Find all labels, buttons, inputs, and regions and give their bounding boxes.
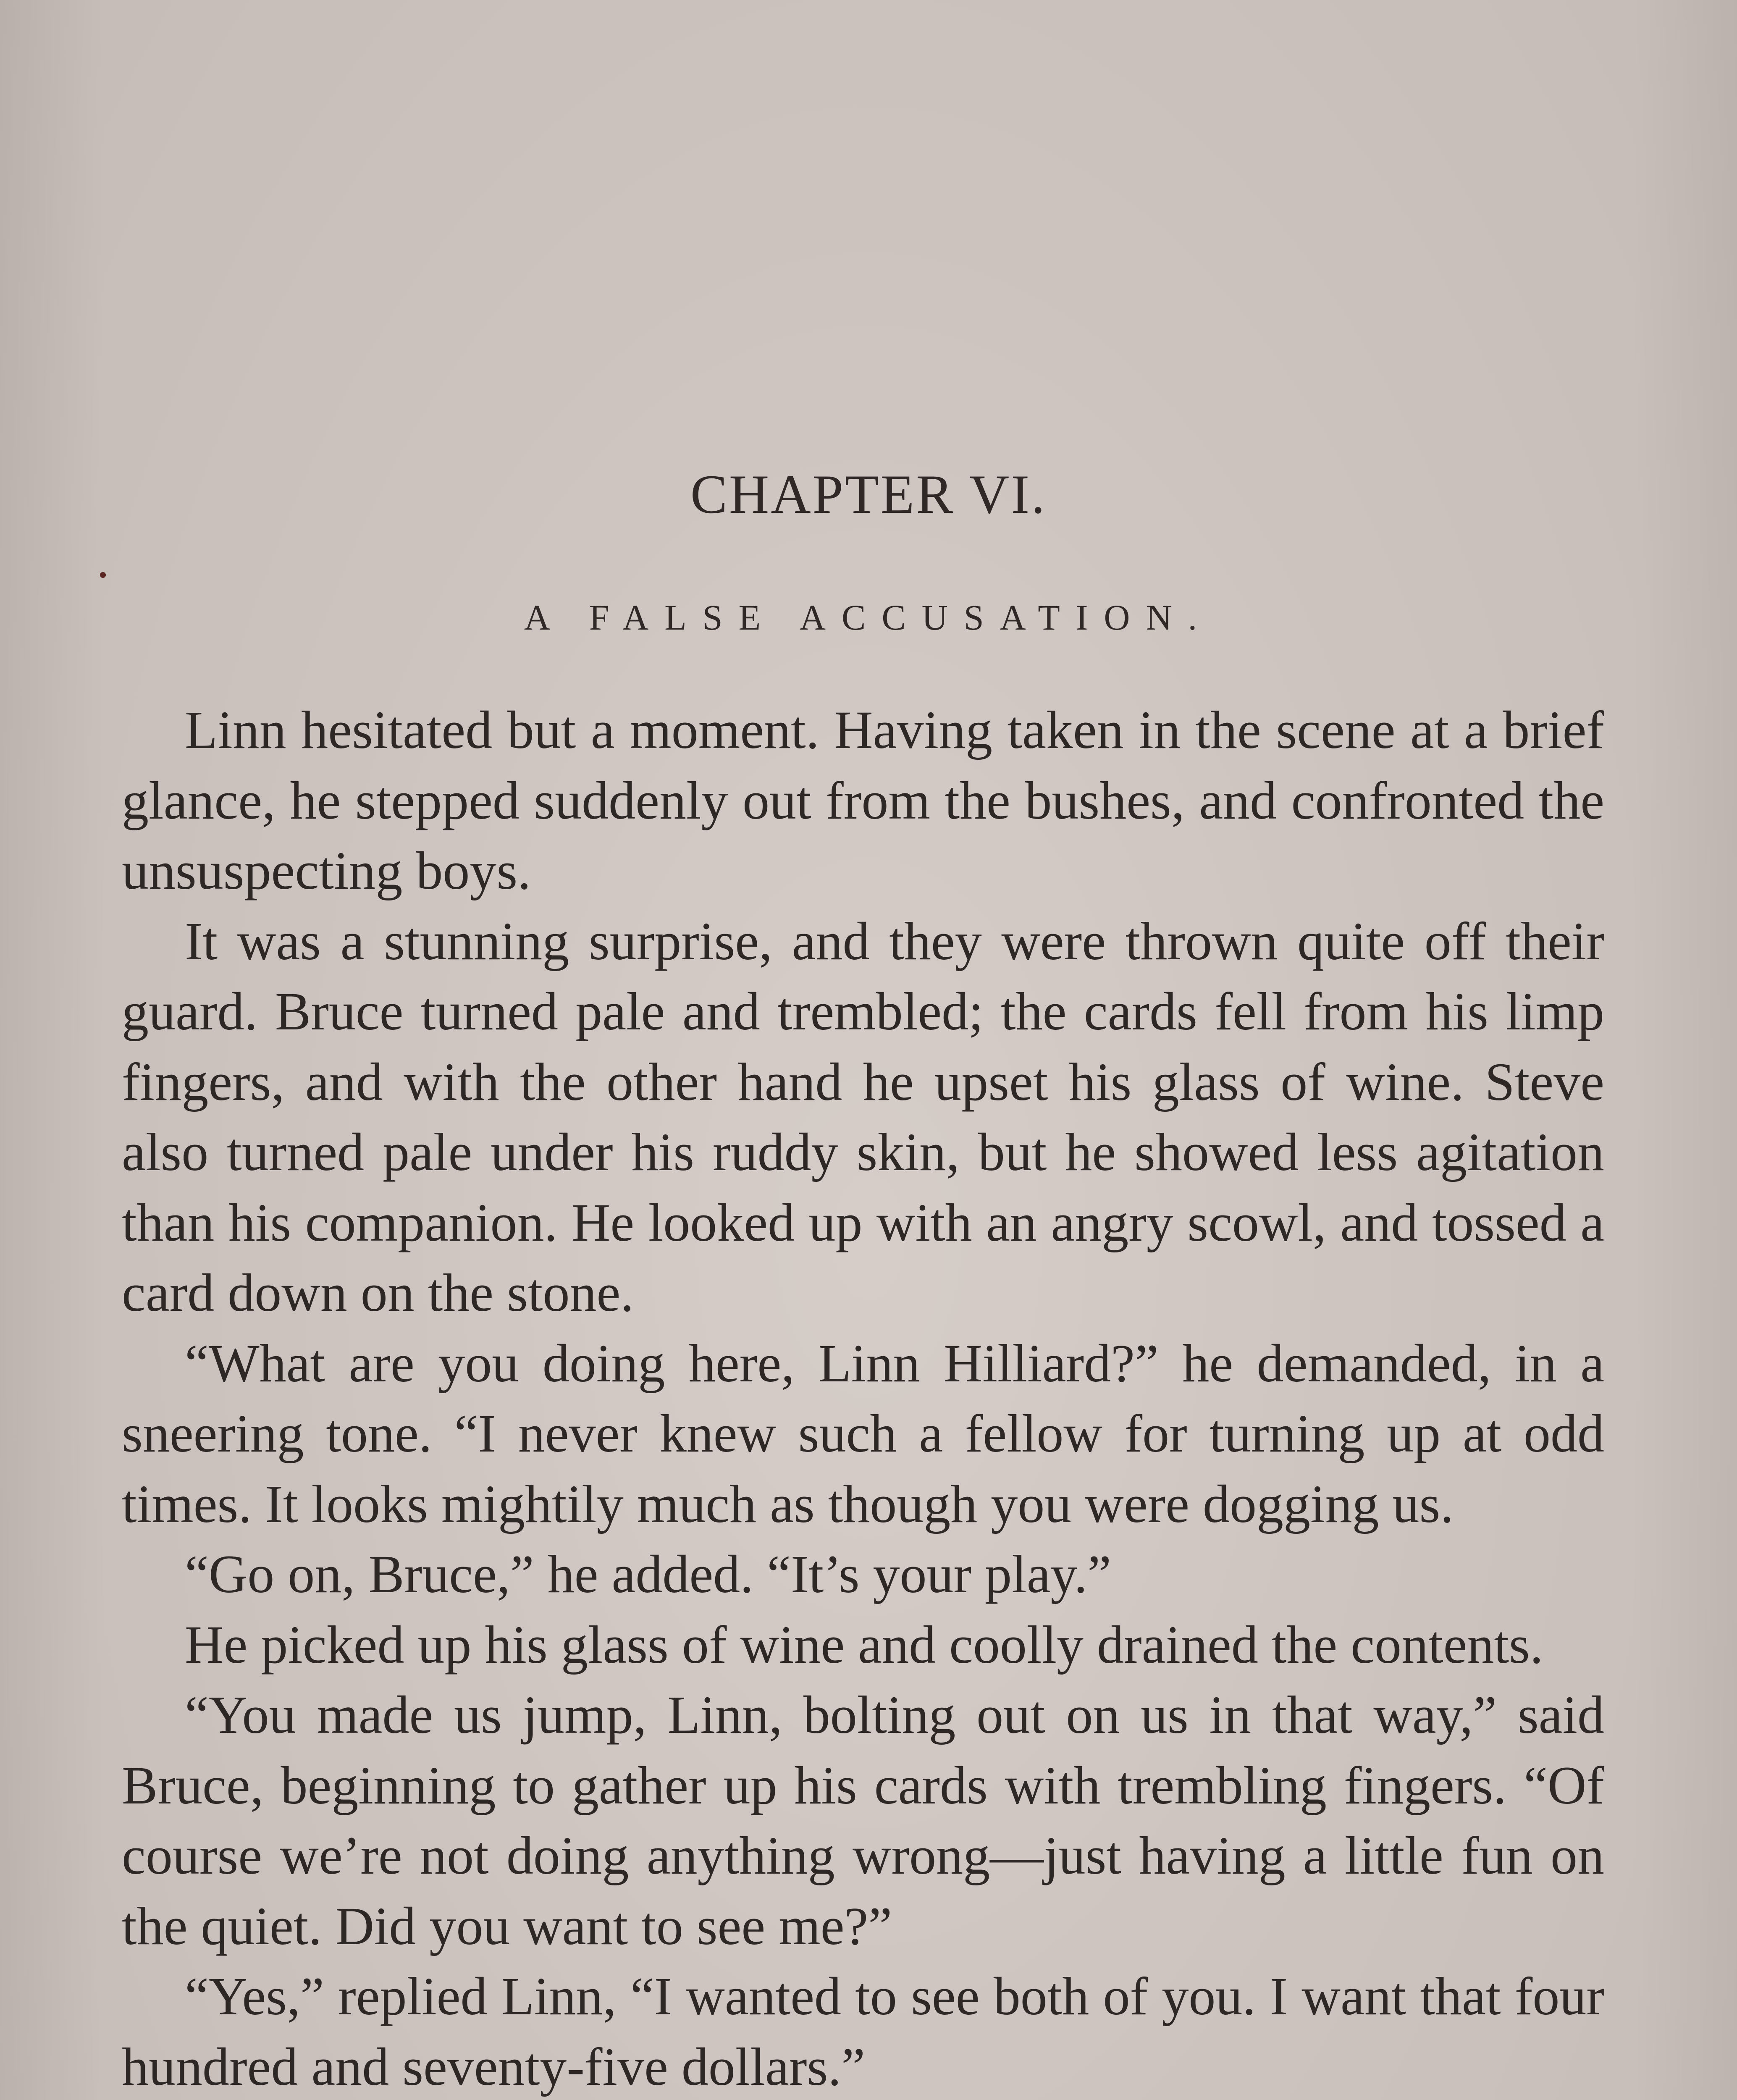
paragraph: “Yes,” replied Linn, “I wanted to see both of you. I want that four hundred and seventy-five dollars.” [122, 1966, 1604, 2097]
body-text [122, 695, 1604, 2100]
paragraph: Linn hesitated but a moment. Having taken in the scene at a brief glance, he stepped suddenly out from the bushes, and confronted the unsuspecting boys. [122, 700, 1604, 900]
ink-speck [100, 572, 106, 578]
chapter-subtitle: A FALSE ACCUSATION. [524, 597, 1213, 638]
paragraph: It was a stunning surprise, and they were thrown quite off their guard. Bruce turned pale and trembled; the cards fell from his limp fingers, and with the other hand he upset his glass of wine. Steve also turned pale under his ruddy skin, but he showed less agitation than his companion. He looked up with an angry scowl, and tossed a card down on the stone. [122, 911, 1604, 1323]
chapter-heading: CHAPTER VI. [690, 463, 1047, 525]
paragraph: “You made us jump, Linn, bolting out on us in that way,” said Bruce, beginning to gather up his cards with trembling fingers. “Of course we’re not doing anything wrong—just having a little fun on the quiet. Did you want to see me?” [122, 1685, 1604, 1956]
paragraph: “What are you doing here, Linn Hilliard?” he demanded, in a sneering tone. “I never knew such a fellow for turning up at odd times. It looks mightily much as though you were dogging us. [122, 1333, 1604, 1534]
paragraph: He picked up his glass of wine and coolly drained the contents. [185, 1614, 1543, 1675]
paragraph: “Go on, Bruce,” he added. “It’s your play.” [185, 1544, 1111, 1604]
